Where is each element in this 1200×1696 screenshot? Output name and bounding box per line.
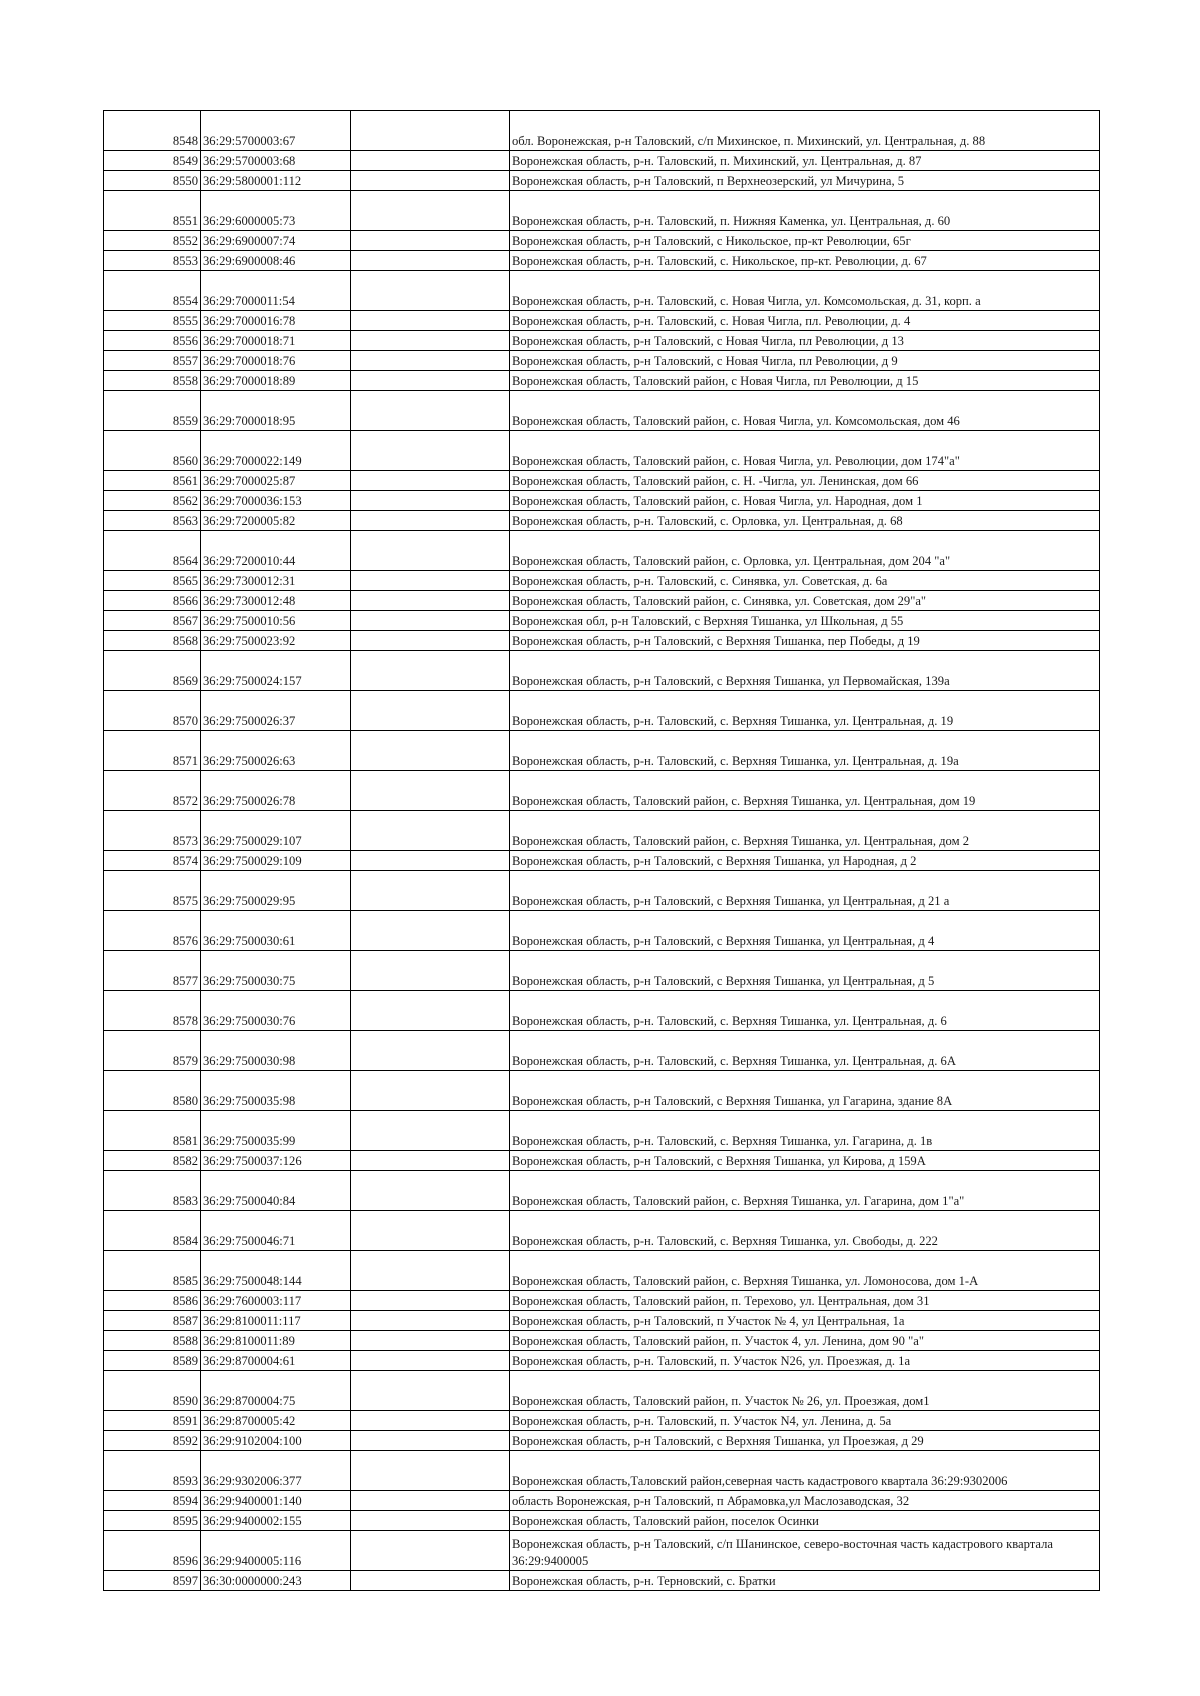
address: Воронежская область, Таловский район, с. Новая Чигла, ул. Революции, дом 174"а" xyxy=(510,431,1100,471)
row-number: 8554 xyxy=(104,271,201,311)
address: обл. Воронежская, р-н Таловский, с/п Михинское, п. Михинский, ул. Центральная, д. 88 xyxy=(510,111,1100,151)
address: Воронежская область, р-н. Таловский, п. Нижняя Каменка, ул. Центральная, д. 60 xyxy=(510,191,1100,231)
row-number: 8560 xyxy=(104,431,201,471)
cadastral-number: 36:29:7500029:109 xyxy=(201,851,351,871)
row-number: 8592 xyxy=(104,1431,201,1451)
empty-cell xyxy=(351,1111,510,1151)
empty-cell xyxy=(351,1571,510,1591)
empty-cell xyxy=(351,1371,510,1411)
table-row xyxy=(104,1411,1100,1431)
table-row xyxy=(104,631,1100,651)
row-number: 8593 xyxy=(104,1451,201,1491)
address: Воронежская область, р-н Таловский, с Верхняя Тишанка, пер Победы, д 19 xyxy=(510,631,1100,651)
cadastral-number: 36:29:5700003:68 xyxy=(201,151,351,171)
empty-cell xyxy=(351,191,510,231)
cadastral-number: 36:29:7000018:89 xyxy=(201,371,351,391)
address: Воронежская область, р-н Таловский, с Верхняя Тишанка, ул Кирова, д 159А xyxy=(510,1151,1100,1171)
cadastral-number: 36:29:7600003:117 xyxy=(201,1291,351,1311)
empty-cell xyxy=(351,1211,510,1251)
address: Воронежская область, р-н. Терновский, с. Братки xyxy=(510,1571,1100,1591)
table-row xyxy=(104,311,1100,331)
table-row xyxy=(104,1571,1100,1591)
empty-cell xyxy=(351,611,510,631)
address: Воронежская область, р-н Таловский, п Участок № 4, ул Центральная, 1а xyxy=(510,1311,1100,1331)
empty-cell xyxy=(351,351,510,371)
empty-cell xyxy=(351,511,510,531)
row-number: 8582 xyxy=(104,1151,201,1171)
row-number: 8596 xyxy=(104,1531,201,1571)
cadastral-number: 36:29:6000005:73 xyxy=(201,191,351,231)
row-number: 8563 xyxy=(104,511,201,531)
table-row xyxy=(104,1511,1100,1531)
empty-cell xyxy=(351,731,510,771)
row-number: 8561 xyxy=(104,471,201,491)
table-row xyxy=(104,1291,1100,1311)
table-row xyxy=(104,531,1100,571)
empty-cell xyxy=(351,951,510,991)
row-number: 8556 xyxy=(104,331,201,351)
address: Воронежская область, р-н. Таловский, с. Верхняя Тишанка, ул. Центральная, д. 6 xyxy=(510,991,1100,1031)
empty-cell xyxy=(351,991,510,1031)
cadastral-number: 36:29:7500035:99 xyxy=(201,1111,351,1151)
address: Воронежская область, р-н. Таловский, п. Участок N26, ул. Проезжая, д. 1а xyxy=(510,1351,1100,1371)
row-number: 8579 xyxy=(104,1031,201,1071)
cadastral-number: 36:29:8700005:42 xyxy=(201,1411,351,1431)
cadastral-number: 36:29:7500030:98 xyxy=(201,1031,351,1071)
address: Воронежская область, Таловский район, п. Участок № 26, ул. Проезжая, дом1 xyxy=(510,1371,1100,1411)
table-row xyxy=(104,1171,1100,1211)
table-row xyxy=(104,1311,1100,1331)
cadastral-number: 36:29:7000022:149 xyxy=(201,431,351,471)
address: Воронежская область, р-н. Таловский, с. Верхняя Тишанка, ул. Гагарина, д. 1в xyxy=(510,1111,1100,1151)
cadastral-number: 36:29:7500026:63 xyxy=(201,731,351,771)
address: Воронежская область, Таловский район, с. Верхняя Тишанка, ул. Центральная, дом 2 xyxy=(510,811,1100,851)
cadastral-number: 36:29:7200010:44 xyxy=(201,531,351,571)
table-row xyxy=(104,1111,1100,1151)
cadastral-number: 36:29:7000011:54 xyxy=(201,271,351,311)
address: Воронежская область, Таловский район, с. Верхняя Тишанка, ул. Центральная, дом 19 xyxy=(510,771,1100,811)
row-number: 8578 xyxy=(104,991,201,1031)
row-number: 8586 xyxy=(104,1291,201,1311)
table-row xyxy=(104,331,1100,351)
empty-cell xyxy=(351,1491,510,1511)
row-number: 8564 xyxy=(104,531,201,571)
cadastral-number: 36:29:9102004:100 xyxy=(201,1431,351,1451)
table-row xyxy=(104,251,1100,271)
empty-cell xyxy=(351,231,510,251)
empty-cell xyxy=(351,911,510,951)
cadastral-number: 36:29:7000016:78 xyxy=(201,311,351,331)
cadastral-number: 36:29:7500029:95 xyxy=(201,871,351,911)
table-row xyxy=(104,111,1100,151)
row-number: 8584 xyxy=(104,1211,201,1251)
empty-cell xyxy=(351,871,510,911)
cadastral-number: 36:29:7000018:71 xyxy=(201,331,351,351)
cadastral-number: 36:29:7500024:157 xyxy=(201,651,351,691)
address: Воронежская область, Таловский район, с Новая Чигла, пл Революции, д 15 xyxy=(510,371,1100,391)
empty-cell xyxy=(351,1291,510,1311)
row-number: 8590 xyxy=(104,1371,201,1411)
cadastral-number: 36:29:9400005:116 xyxy=(201,1531,351,1571)
table-row xyxy=(104,431,1100,471)
empty-cell xyxy=(351,331,510,351)
cadastral-number: 36:29:7500023:92 xyxy=(201,631,351,651)
row-number: 8589 xyxy=(104,1351,201,1371)
row-number: 8597 xyxy=(104,1571,201,1591)
address: Воронежская область, Таловский район, с. Синявка, ул. Советская, дом 29"а" xyxy=(510,591,1100,611)
cadastral-number: 36:29:7000036:153 xyxy=(201,491,351,511)
row-number: 8570 xyxy=(104,691,201,731)
empty-cell xyxy=(351,391,510,431)
row-number: 8566 xyxy=(104,591,201,611)
table-row xyxy=(104,351,1100,371)
cadastral-number: 36:29:7300012:48 xyxy=(201,591,351,611)
cadastral-number: 36:29:9400001:140 xyxy=(201,1491,351,1511)
empty-cell xyxy=(351,1311,510,1331)
address: Воронежская область, Таловский район, с. Новая Чигла, ул. Комсомольская, дом 46 xyxy=(510,391,1100,431)
empty-cell xyxy=(351,431,510,471)
cadastral-number: 36:29:6900007:74 xyxy=(201,231,351,251)
address: Воронежская область, Таловский район, п. Терехово, ул. Центральная, дом 31 xyxy=(510,1291,1100,1311)
address: Воронежская область, Таловский район, с. Новая Чигла, ул. Народная, дом 1 xyxy=(510,491,1100,511)
table-row xyxy=(104,1071,1100,1111)
row-number: 8565 xyxy=(104,571,201,591)
address: Воронежская область, р-н Таловский, с Верхняя Тишанка, ул Центральная, д 4 xyxy=(510,911,1100,951)
address: Воронежская область, р-н. Таловский, с. Верхняя Тишанка, ул. Центральная, д. 19а xyxy=(510,731,1100,771)
address: Воронежская область, р-н. Таловский, с. Синявка, ул. Советская, д. 6а xyxy=(510,571,1100,591)
row-number: 8576 xyxy=(104,911,201,951)
address: Воронежская область,Таловский район,северная часть кадастрового квартала 36:29:9302006 xyxy=(510,1451,1100,1491)
empty-cell xyxy=(351,1171,510,1211)
cadastral-number: 36:29:9302006:377 xyxy=(201,1451,351,1491)
cadastral-number: 36:29:5700003:67 xyxy=(201,111,351,151)
cadastral-number: 36:29:7300012:31 xyxy=(201,571,351,591)
table-row xyxy=(104,1451,1100,1491)
empty-cell xyxy=(351,1151,510,1171)
table-row xyxy=(104,1211,1100,1251)
row-number: 8553 xyxy=(104,251,201,271)
cadastral-number: 36:29:8100011:89 xyxy=(201,1331,351,1351)
table-row xyxy=(104,771,1100,811)
cadastral-number: 36:30:0000000:243 xyxy=(201,1571,351,1591)
address: Воронежская область, р-н. Таловский, п. Участок N4, ул. Ленина, д. 5а xyxy=(510,1411,1100,1431)
table-row xyxy=(104,811,1100,851)
row-number: 8562 xyxy=(104,491,201,511)
row-number: 8585 xyxy=(104,1251,201,1291)
address: Воронежская область, р-н Таловский, с Верхняя Тишанка, ул Центральная, д 5 xyxy=(510,951,1100,991)
empty-cell xyxy=(351,1351,510,1371)
table-row xyxy=(104,851,1100,871)
address: Воронежская область, р-н Таловский, с Новая Чигла, пл Революции, д 13 xyxy=(510,331,1100,351)
address: Воронежская область, Таловский район, п. Участок 4, ул. Ленина, дом 90 "а" xyxy=(510,1331,1100,1351)
document-page xyxy=(103,110,1099,1591)
cadastral-number: 36:29:7500029:107 xyxy=(201,811,351,851)
empty-cell xyxy=(351,371,510,391)
table-row xyxy=(104,1331,1100,1351)
row-number: 8583 xyxy=(104,1171,201,1211)
empty-cell xyxy=(351,1451,510,1491)
address: Воронежская область, р-н Таловский, п Верхнеозерский, ул Мичурина, 5 xyxy=(510,171,1100,191)
address: Воронежская область, р-н. Таловский, с. Орловка, ул. Центральная, д. 68 xyxy=(510,511,1100,531)
table-row xyxy=(104,391,1100,431)
cadastral-number: 36:29:8700004:61 xyxy=(201,1351,351,1371)
table-row xyxy=(104,191,1100,231)
cadastral-number: 36:29:7500030:75 xyxy=(201,951,351,991)
row-number: 8555 xyxy=(104,311,201,331)
row-number: 8571 xyxy=(104,731,201,771)
row-number: 8580 xyxy=(104,1071,201,1111)
row-number: 8595 xyxy=(104,1511,201,1531)
row-number: 8573 xyxy=(104,811,201,851)
register-table-body xyxy=(104,111,1100,1591)
table-row xyxy=(104,171,1100,191)
address: Воронежская область, Таловский район, с. Орловка, ул. Центральная, дом 204 "а" xyxy=(510,531,1100,571)
row-number: 8557 xyxy=(104,351,201,371)
table-row xyxy=(104,651,1100,691)
table-row xyxy=(104,491,1100,511)
table-row xyxy=(104,571,1100,591)
row-number: 8575 xyxy=(104,871,201,911)
empty-cell xyxy=(351,171,510,191)
empty-cell xyxy=(351,151,510,171)
row-number: 8594 xyxy=(104,1491,201,1511)
row-number: 8574 xyxy=(104,851,201,871)
empty-cell xyxy=(351,531,510,571)
empty-cell xyxy=(351,571,510,591)
empty-cell xyxy=(351,491,510,511)
address: Воронежская область, р-н. Таловский, с. Верхняя Тишанка, ул. Центральная, д. 19 xyxy=(510,691,1100,731)
empty-cell xyxy=(351,851,510,871)
row-number: 8587 xyxy=(104,1311,201,1331)
empty-cell xyxy=(351,631,510,651)
empty-cell xyxy=(351,651,510,691)
address: Воронежская область, р-н Таловский, с Верхняя Тишанка, ул Центральная, д 21 а xyxy=(510,871,1100,911)
row-number: 8581 xyxy=(104,1111,201,1151)
address: Воронежская область, Таловский район, с. Н. -Чигла, ул. Ленинская, дом 66 xyxy=(510,471,1100,491)
row-number: 8550 xyxy=(104,171,201,191)
table-row xyxy=(104,471,1100,491)
cadastral-number: 36:29:7200005:82 xyxy=(201,511,351,531)
cadastral-number: 36:29:7500048:144 xyxy=(201,1251,351,1291)
table-row xyxy=(104,1431,1100,1451)
row-number: 8549 xyxy=(104,151,201,171)
address: Воронежская область, Таловский район, с. Верхняя Тишанка, ул. Ломоносова, дом 1-А xyxy=(510,1251,1100,1291)
empty-cell xyxy=(351,471,510,491)
row-number: 8558 xyxy=(104,371,201,391)
address: Воронежская область, р-н. Таловский, с. Новая Чигла, пл. Революции, д. 4 xyxy=(510,311,1100,331)
row-number: 8569 xyxy=(104,651,201,691)
address: Воронежская область, Таловский район, с. Верхняя Тишанка, ул. Гагарина, дом 1"а" xyxy=(510,1171,1100,1211)
empty-cell xyxy=(351,1411,510,1431)
table-row xyxy=(104,871,1100,911)
address: Воронежская область, р-н Таловский, с Верхняя Тишанка, ул Первомайская, 139а xyxy=(510,651,1100,691)
table-row xyxy=(104,371,1100,391)
empty-cell xyxy=(351,1531,510,1571)
address: Воронежская область, р-н. Таловский, с. Новая Чигла, ул. Комсомольская, д. 31, корп. а xyxy=(510,271,1100,311)
table-row xyxy=(104,951,1100,991)
empty-cell xyxy=(351,1431,510,1451)
table-row xyxy=(104,1371,1100,1411)
empty-cell xyxy=(351,251,510,271)
table-row xyxy=(104,991,1100,1031)
address: Воронежская область, Таловский район, поселок Осинки xyxy=(510,1511,1100,1531)
table-row xyxy=(104,731,1100,771)
cadastral-number: 36:29:7500040:84 xyxy=(201,1171,351,1211)
empty-cell xyxy=(351,1511,510,1531)
table-row xyxy=(104,151,1100,171)
address: Воронежская область, р-н Таловский, с Новая Чигла, пл Революции, д 9 xyxy=(510,351,1100,371)
address: Воронежская область, р-н. Таловский, с. Верхняя Тишанка, ул. Центральная, д. 6А xyxy=(510,1031,1100,1071)
address: Воронежская область, р-н Таловский, с Никольское, пр-кт Революции, 65г xyxy=(510,231,1100,251)
address: область Воронежская, р-н Таловский, п Абрамовка,ул Маслозаводская, 32 xyxy=(510,1491,1100,1511)
cadastral-number: 36:29:9400002:155 xyxy=(201,1511,351,1531)
row-number: 8591 xyxy=(104,1411,201,1431)
table-row xyxy=(104,271,1100,311)
cadastral-number: 36:29:7500046:71 xyxy=(201,1211,351,1251)
empty-cell xyxy=(351,1251,510,1291)
table-row xyxy=(104,231,1100,251)
table-row xyxy=(104,1251,1100,1291)
table-row xyxy=(104,1351,1100,1371)
address: Воронежская область, р-н Таловский, с Верхняя Тишанка, ул Народная, д 2 xyxy=(510,851,1100,871)
table-row xyxy=(104,911,1100,951)
address: Воронежская область, р-н. Таловский, с. Никольское, пр-кт. Революции, д. 67 xyxy=(510,251,1100,271)
table-row xyxy=(104,591,1100,611)
empty-cell xyxy=(351,111,510,151)
row-number: 8548 xyxy=(104,111,201,151)
empty-cell xyxy=(351,691,510,731)
row-number: 8567 xyxy=(104,611,201,631)
cadastral-number: 36:29:7500030:76 xyxy=(201,991,351,1031)
address: Воронежская область, р-н Таловский, с/п Шанинское, северо-восточная часть кадастрового квартала 36:29:9400005 xyxy=(510,1531,1100,1571)
cadastral-number: 36:29:5800001:112 xyxy=(201,171,351,191)
row-number: 8568 xyxy=(104,631,201,651)
empty-cell xyxy=(351,591,510,611)
row-number: 8559 xyxy=(104,391,201,431)
cadastral-number: 36:29:7500026:37 xyxy=(201,691,351,731)
register-table xyxy=(103,110,1100,1591)
row-number: 8572 xyxy=(104,771,201,811)
cadastral-number: 36:29:7000018:76 xyxy=(201,351,351,371)
table-row xyxy=(104,1151,1100,1171)
cadastral-number: 36:29:7500035:98 xyxy=(201,1071,351,1111)
cadastral-number: 36:29:7500037:126 xyxy=(201,1151,351,1171)
cadastral-number: 36:29:7000018:95 xyxy=(201,391,351,431)
empty-cell xyxy=(351,1331,510,1351)
table-row xyxy=(104,611,1100,631)
address: Воронежская область, р-н. Таловский, п. Михинский, ул. Центральная, д. 87 xyxy=(510,151,1100,171)
cadastral-number: 36:29:7500030:61 xyxy=(201,911,351,951)
table-row xyxy=(104,1491,1100,1511)
empty-cell xyxy=(351,311,510,331)
row-number: 8551 xyxy=(104,191,201,231)
cadastral-number: 36:29:6900008:46 xyxy=(201,251,351,271)
row-number: 8577 xyxy=(104,951,201,991)
address: Воронежская область, р-н. Таловский, с. Верхняя Тишанка, ул. Свободы, д. 222 xyxy=(510,1211,1100,1251)
cadastral-number: 36:29:8700004:75 xyxy=(201,1371,351,1411)
address: Воронежская область, р-н Таловский, с Верхняя Тишанка, ул Проезжая, д 29 xyxy=(510,1431,1100,1451)
row-number: 8552 xyxy=(104,231,201,251)
cadastral-number: 36:29:7500026:78 xyxy=(201,771,351,811)
cadastral-number: 36:29:7000025:87 xyxy=(201,471,351,491)
empty-cell xyxy=(351,771,510,811)
table-row xyxy=(104,691,1100,731)
empty-cell xyxy=(351,811,510,851)
address: Воронежская обл, р-н Таловский, с Верхняя Тишанка, ул Школьная, д 55 xyxy=(510,611,1100,631)
empty-cell xyxy=(351,271,510,311)
table-row xyxy=(104,1031,1100,1071)
cadastral-number: 36:29:7500010:56 xyxy=(201,611,351,631)
empty-cell xyxy=(351,1031,510,1071)
empty-cell xyxy=(351,1071,510,1111)
cadastral-number: 36:29:8100011:117 xyxy=(201,1311,351,1331)
address: Воронежская область, р-н Таловский, с Верхняя Тишанка, ул Гагарина, здание 8А xyxy=(510,1071,1100,1111)
table-row xyxy=(104,511,1100,531)
table-row xyxy=(104,1531,1100,1571)
row-number: 8588 xyxy=(104,1331,201,1351)
